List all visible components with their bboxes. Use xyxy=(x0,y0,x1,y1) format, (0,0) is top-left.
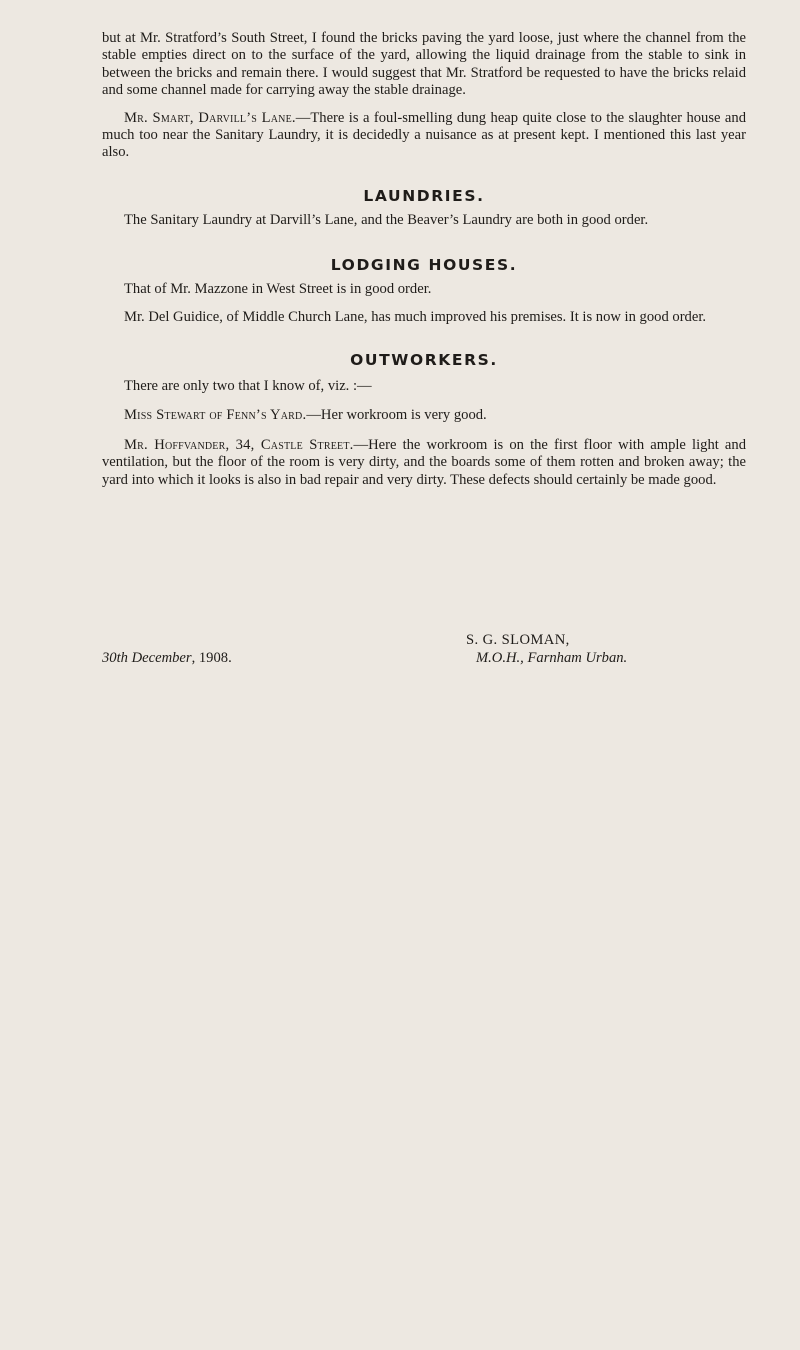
lodging-houses-heading: LODGING HOUSES. xyxy=(330,256,518,275)
date-year: , 1908. xyxy=(191,650,232,666)
outworkers-heading: OUTWORKERS. xyxy=(350,351,498,370)
date-month: December xyxy=(131,650,192,666)
hoffvander-lead: Mr. Hoffvander, 34, Castle Street. xyxy=(124,436,354,453)
smart-body: —There is a foul-smelling dung heap quite close to the slaughter house and much too near the Sanitary Laundry, it is decidedly a nuisance as at present kept. I mentioned this last year also. xyxy=(102,109,746,161)
del-guidice-paragraph: Mr. Del Guidice, of Middle Church Lane, has much improved his premises. It is now in good order. xyxy=(124,308,707,325)
smart-paragraph xyxy=(102,110,746,162)
stewart-body: —Her workroom is very good. xyxy=(306,407,487,424)
stewart-paragraph xyxy=(102,407,746,424)
hoffvander-paragraph xyxy=(102,437,746,489)
signatory-title: M.O.H., Farnham Urban. xyxy=(476,650,628,666)
hoffvander-body: —Here the workroom is on the first floor with ample light and ventilation, but the floor of the room is very dirty, and the boards some of them rotten and broken away; the yard into which it looks is also in bad repair and very dirty. These defects should certainly be made good. xyxy=(102,436,746,488)
laundries-paragraph: The Sanitary Laundry at Darvill’s Lane, and the Beaver’s Laundry are both in good order. xyxy=(124,211,649,228)
date-day: 30th xyxy=(102,650,128,666)
smart-lead: Mr. Smart, Darvill’s Lane. xyxy=(124,109,296,126)
stratford-paragraph: but at Mr. Stratford’s South Street, I found the bricks paving the yard loose, just where the channel from the stable empties direct on to the surface of the yard, allowing the liquid drainage from the stable to sink in between the bricks and remain there. I would suggest that Mr. Stratford be requested to have the bricks relaid and some channel made for carrying away the stable drainage. xyxy=(102,30,746,99)
report-body xyxy=(102,30,746,489)
mazzone-paragraph: That of Mr. Mazzone in West Street is in good order. xyxy=(124,281,432,298)
stewart-lead: Miss Stewart of Fenn’s Yard. xyxy=(124,407,307,424)
laundries-heading: LAUNDRIES. xyxy=(363,186,485,205)
signatory-name: S. G. SLOMAN, xyxy=(466,632,570,648)
report-date xyxy=(102,650,232,667)
signoff-block xyxy=(102,632,746,672)
outworkers-intro: There are only two that I know of, viz. :— xyxy=(124,378,372,395)
